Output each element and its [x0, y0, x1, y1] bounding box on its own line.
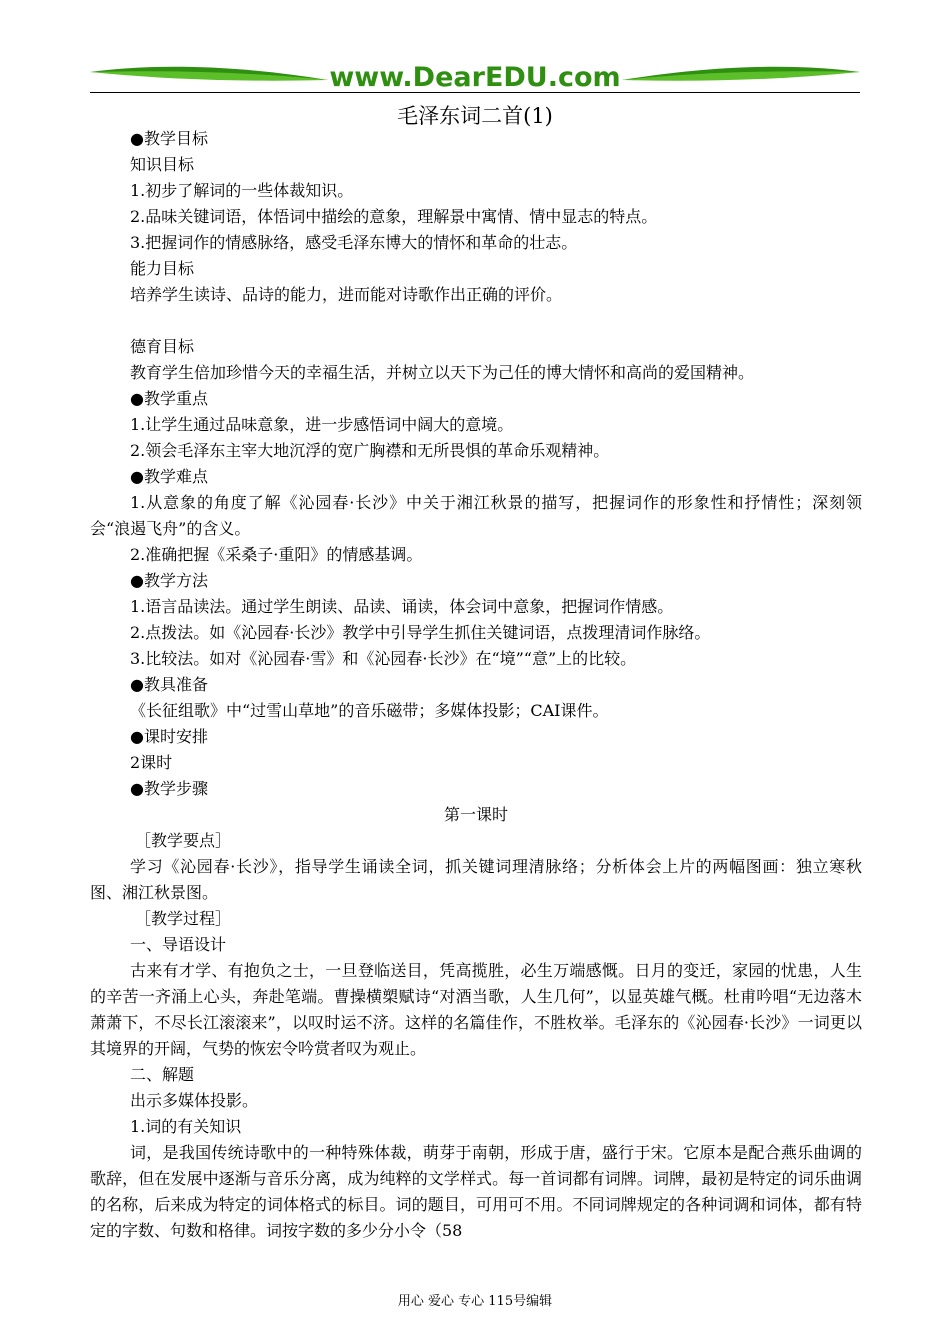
text-line: 1.初步了解词的一些体裁知识。 — [130, 181, 354, 200]
text-line: ●课时安排 — [130, 727, 208, 746]
text-line: 2.品味关键词语，体悟词中描绘的意象，理解景中寓情、情中显志的特点。 — [130, 207, 658, 226]
text-line: ●教学难点 — [130, 467, 208, 486]
text-line: ●教学方法 — [130, 571, 208, 590]
text-line: 能力目标 — [130, 259, 195, 278]
text-line: ●教学目标 — [130, 129, 208, 148]
text-line: 培养学生读诗、品诗的能力，进而能对诗歌作出正确的评价。 — [130, 285, 563, 304]
text-line: ●教学重点 — [130, 389, 208, 408]
text-line: 2课时 — [130, 753, 173, 772]
text-line: ●教具准备 — [130, 675, 208, 694]
text-line: 2.点拨法。如《沁园春·长沙》教学中引导学生抓住关键词语，点拨理清词作脉络。 — [130, 623, 711, 642]
text-line: 德育目标 — [130, 337, 195, 356]
text-line: 二、解题 — [130, 1065, 195, 1084]
text-line: 3.把握词作的情感脉络，感受毛泽东博大的情怀和革命的壮志。 — [130, 233, 578, 252]
document-body — [90, 126, 862, 1244]
section-heading: 第一课时 — [443, 805, 508, 824]
text-line: 一、导语设计 — [130, 935, 227, 954]
header-divider — [90, 92, 860, 93]
text-line: ［教学过程］ — [135, 909, 232, 928]
page-title: 毛泽东词二首(1) — [397, 104, 553, 128]
site-logo: www.DearEDU.com — [329, 62, 621, 93]
text-line: 1.词的有关知识 — [130, 1117, 242, 1136]
blank-line — [90, 308, 862, 334]
text-line: 1.语言品读法。通过学生朗读、品读、诵读，体会词中意象，把握词作情感。 — [130, 597, 674, 616]
text-line: 《长征组歌》中“过雪山草地”的音乐磁带；多媒体投影；CAI课件。 — [130, 701, 609, 720]
text-line: ●教学步骤 — [130, 779, 208, 798]
paragraph: 1.从意象的角度了解《沁园春·长沙》中关于湘江秋景的描写，把握词作的形象性和抒情性；深刻领会“浪遏飞舟”的含义。 — [90, 493, 862, 538]
text-line: 出示多媒体投影。 — [130, 1091, 259, 1110]
text-line: 1.让学生通过品味意象，进一步感悟词中阔大的意境。 — [130, 415, 514, 434]
text-line: 2.准确把握《采桑子·重阳》的情感基调。 — [130, 545, 423, 564]
text-line: 3.比较法。如对《沁园春·雪》和《沁园春·长沙》在“境”“意”上的比较。 — [130, 649, 637, 668]
page-footer: 用心 爱心 专心 115号编辑 — [397, 1294, 553, 1309]
paragraph: 古来有才学、有抱负之士，一旦登临送目，凭高揽胜，必生万端感慨。日月的变迁，家园的忧患，人生的辛苦一齐涌上心头，奔赴笔端。曹操横槊赋诗“对酒当歌，人生几何”，以显英雄气概。杜甫吟唱“无边落木萧萧下，不尽长江滚滚来”，以叹时运不济。这样的名篇佳作，不胜枚举。毛泽东的《沁园春·长沙》一词更以其境界的开阔，气势的恢宏令吟赏者叹为观止。 — [90, 961, 862, 1058]
paragraph: 词，是我国传统诗歌中的一种特殊体裁，萌芽于南朝，形成于唐，盛行于宋。它原本是配合燕乐曲调的歌辞，但在发展中逐渐与音乐分离，成为纯粹的文学样式。每一首词都有词牌。词牌，最初是特定的词乐曲调的名称，后来成为特定的词体格式的标目。词的题目，可用可不用。不同词牌规定的各种词调和词体，都有特定的字数、句数和格律。词按字数的多少分小令（58 — [90, 1143, 862, 1240]
text-line: ［教学要点］ — [135, 831, 232, 850]
text-line: 知识目标 — [130, 155, 195, 174]
text-line: 2.领会毛泽东主宰大地沉浮的宽广胸襟和无所畏惧的革命乐观精神。 — [130, 441, 610, 460]
paragraph: 学习《沁园春·长沙》，指导学生诵读全词，抓关键词理清脉络；分析体会上片的两幅图画：独立寒秋图、湘江秋景图。 — [90, 857, 862, 902]
text-line: 教育学生倍加珍惜今天的幸福生活，并树立以天下为己任的博大情怀和高尚的爱国精神。 — [130, 363, 755, 382]
